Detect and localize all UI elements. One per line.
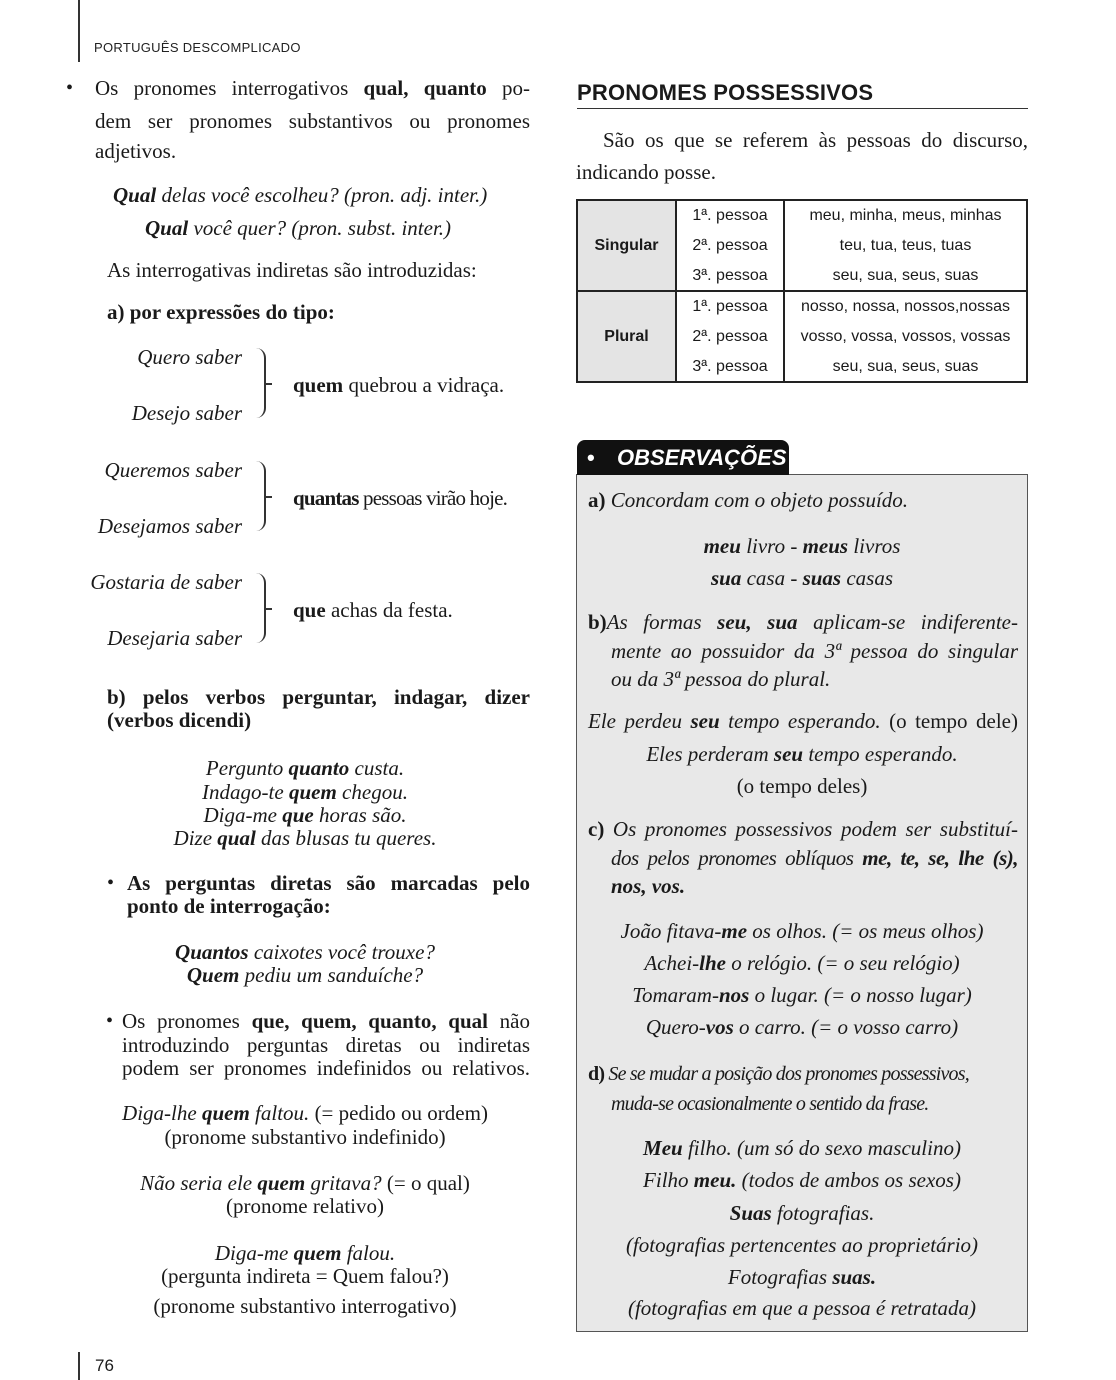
text-run: (o tempo dele) (880, 709, 1018, 733)
example-line (80, 1263, 530, 1289)
text-run: c) (588, 817, 613, 841)
forms-cell: seu, sua, seus, suas (832, 357, 979, 375)
text-run: (o tempo deles) (736, 774, 868, 798)
example-line (80, 1124, 530, 1150)
obs-line (588, 816, 1018, 842)
text-run: Desejaria saber (107, 626, 242, 650)
text-run: Os pronomes interrogativos (95, 76, 364, 100)
text-run: Dize (173, 826, 218, 850)
text-run: Quero- (645, 1015, 706, 1039)
obs-line (576, 773, 1028, 799)
obs-line (611, 873, 685, 899)
obs-line (576, 1295, 1028, 1321)
obs-line (576, 1264, 1028, 1290)
forms-cell: nosso, nossa, nossos,nossas (784, 291, 1027, 322)
text-run: (= o qual) (381, 1171, 470, 1195)
text-run: Desejo saber (131, 401, 242, 425)
person-cell: 2ª. pessoa (676, 322, 784, 352)
obs-line (576, 1167, 1028, 1193)
text-run: b) (588, 610, 607, 634)
text-run: achas da festa. (325, 598, 453, 622)
example-line (293, 372, 504, 398)
text-run: Se se mudar a posição dos pronomes possessivos, (608, 1063, 969, 1085)
text-run: Qual (113, 183, 157, 207)
text-run: qual (217, 826, 256, 850)
text-run: gritava? (305, 1171, 382, 1195)
bullet: • (107, 872, 115, 894)
obs-line (611, 845, 1018, 871)
text-run: caixotes você trouxe? (248, 940, 435, 964)
text-run: (= pedido ou ordem) (309, 1101, 488, 1125)
text-run: Ele perdeu (588, 709, 691, 733)
text-run: horas são. (313, 803, 407, 827)
text-run: chegou. (336, 780, 408, 804)
obs-line (576, 950, 1028, 976)
section-title: PRONOMES POSSESSIVOS (577, 80, 1028, 109)
obs-line (588, 708, 1018, 734)
possessive-table (576, 199, 1028, 383)
text-run: Gostaria de saber (90, 570, 242, 594)
example-line (40, 569, 242, 595)
brace (252, 461, 266, 531)
text-run: falou. (341, 1241, 396, 1265)
example-line (80, 1100, 530, 1126)
text-run: podem ser pronomes indefinidos ou relativos. (122, 1056, 530, 1080)
text-run: São os que se referem às pessoas do discurso, (603, 128, 1028, 152)
text-run: casa - (741, 566, 803, 590)
person-cell: 3ª. pessoa (676, 351, 784, 382)
table-row (577, 200, 1027, 231)
text-run: fotografias. (771, 1201, 875, 1225)
obs-line (576, 565, 1028, 591)
subheading (107, 707, 251, 733)
text-run: faltou. (249, 1101, 310, 1125)
text-run: Não seria ele (140, 1171, 258, 1195)
text-line (95, 75, 530, 101)
text-run: b) pelos verbos perguntar, indagar, dizer (107, 685, 530, 709)
text-run: Os pronomes possessivos podem ser substituí- (612, 817, 1018, 841)
text-run: (pronome relativo) (225, 1194, 385, 1218)
text-line (603, 127, 1028, 153)
text-run: Eles perderam (646, 742, 774, 766)
text-run: suas (802, 566, 842, 590)
text-run: Filho (643, 1168, 694, 1192)
example-line (40, 457, 242, 483)
forms-cell: vosso, vossa, vossos, vossas (800, 327, 1011, 345)
example-line (293, 597, 453, 623)
text-run: o relógio. (= o seu relógio) (725, 951, 960, 975)
text-run: aplicam-se indiferente- (797, 610, 1018, 634)
text-run: a) por expressões do tipo: (107, 300, 335, 324)
text-run: Concordam com o objeto possuído. (610, 488, 909, 512)
text-run: quem (293, 1241, 342, 1265)
obs-line (576, 1135, 1028, 1161)
text-run: quantas (293, 486, 359, 510)
text-run: custa. (349, 756, 405, 780)
text-run: Quem (186, 963, 240, 987)
text-line (95, 108, 530, 134)
observacoes-tab (577, 440, 789, 475)
text-run: seu (690, 709, 720, 733)
subheading (107, 299, 335, 325)
text-run: que (293, 598, 326, 622)
person-cell: 3ª. pessoa (676, 260, 784, 291)
forms-cell: seu, sua, seus, suas (832, 266, 979, 284)
footer-rule (78, 1352, 80, 1380)
brace (252, 573, 266, 643)
obs-line (576, 741, 1028, 767)
text-run: quebrou a vidraça. (343, 373, 505, 397)
text-run: João fitava- (620, 919, 722, 943)
text-run: que, quem, quanto, qual (251, 1009, 488, 1033)
brace (252, 348, 266, 418)
text-run: As interrogativas indiretas são introduzidas: (107, 258, 477, 282)
text-run: As formas (606, 610, 718, 634)
example-line (113, 182, 487, 208)
text-run: dos pelos pronomes oblíquos (611, 846, 863, 870)
text-run: tempo esperando. (719, 709, 881, 733)
text-run: (pergunta indireta = Quem falou?) (161, 1264, 449, 1288)
forms-cell: meu, minha, meus, minhas (809, 207, 1002, 225)
text-run: quem (257, 1171, 306, 1195)
text-run: casas (841, 566, 894, 590)
text-run: qual, quanto (363, 76, 487, 100)
text-run: dem ser pronomes substantivos ou pronomes (95, 109, 530, 133)
text-run: seu (773, 742, 804, 766)
text-run: (fotografias em que a pessoa é retratada) (627, 1296, 977, 1320)
text-run: que (282, 803, 314, 827)
text-run: Diga-lhe (122, 1101, 202, 1125)
obs-line (588, 609, 1018, 635)
obs-line (576, 1014, 1028, 1040)
bullet: • (66, 77, 74, 99)
obs-line (576, 533, 1028, 559)
example-line (40, 513, 242, 539)
example-line (80, 755, 530, 781)
header-rule (78, 0, 80, 62)
text-run: lhe (699, 951, 726, 975)
person-cell: 2ª. pessoa (676, 231, 784, 261)
text-run: adjetivos. (95, 139, 177, 163)
text-run: Fotografias (727, 1265, 833, 1289)
example-line (293, 485, 507, 511)
text-run: Os pronomes (122, 1009, 252, 1033)
text-run: indicando posse. (576, 160, 716, 184)
text-run: você quer? (pron. subst. inter.) (188, 216, 452, 240)
person-cell: 1ª. pessoa (676, 200, 784, 231)
text-run: sua (710, 566, 742, 590)
text-run: quem (293, 373, 344, 397)
person-cell: 1ª. pessoa (676, 291, 784, 322)
text-run: meu. (693, 1168, 737, 1192)
obs-line (611, 1091, 928, 1117)
text-run: introduzindo perguntas diretas ou indiretas (122, 1033, 530, 1057)
text-run: quanto (288, 756, 350, 780)
obs-line (588, 487, 908, 513)
text-run: d) (588, 1063, 609, 1085)
text-run: Achei- (644, 951, 700, 975)
example-line (80, 1293, 530, 1319)
text-line (95, 138, 176, 164)
text-run: suas. (832, 1265, 877, 1289)
text-run: (fotografias pertencentes ao proprietário) (625, 1233, 979, 1257)
text-run: Diga-me (203, 803, 283, 827)
text-run: pediu um sanduíche? (239, 963, 424, 987)
text-run: o carro. (= o vosso carro) (733, 1015, 959, 1039)
text-run: Queremos saber (104, 458, 242, 482)
text-run: Quero saber (137, 345, 242, 369)
text-run: Tomaram- (632, 983, 719, 1007)
example-line (80, 1193, 530, 1219)
text-run: ponto de interrogação: (127, 894, 331, 918)
text-run: mente ao possuidor da 3ª pessoa do singular (611, 639, 1018, 663)
text-run: os olhos. (= os meus olhos) (747, 919, 984, 943)
obs-line (611, 638, 1018, 664)
text-run: seu, sua (717, 610, 798, 634)
text-run: tempo esperando. (803, 742, 958, 766)
obs-line (611, 666, 830, 692)
text-run: As perguntas diretas são marcadas pelo (127, 871, 530, 895)
text-run: Pergunto (205, 756, 289, 780)
example-line (80, 825, 530, 851)
text-run: nos, vos. (611, 874, 686, 898)
text-run: livros (848, 534, 901, 558)
obs-line (576, 918, 1028, 944)
text-line (107, 257, 477, 283)
text-run: pessoas virão hoje. (358, 486, 508, 510)
text-run: a) (588, 488, 611, 512)
example-line (145, 215, 451, 241)
running-title: PORTUGUÊS DESCOMPLICADO (94, 40, 301, 55)
bullet: • (106, 1010, 114, 1032)
text-run: me, te, se, lhe (s), (862, 846, 1018, 870)
text-line (576, 159, 716, 185)
text-run: das blusas tu queres. (255, 826, 437, 850)
text-run: po- (486, 76, 530, 100)
text-run: vos (705, 1015, 734, 1039)
example-line (40, 344, 242, 370)
text-run: Desejamos saber (97, 514, 242, 538)
text-run: Meu (643, 1136, 683, 1160)
text-run: não (487, 1009, 531, 1033)
text-run: quem (201, 1101, 250, 1125)
text-run: ou da 3ª pessoa do plural. (611, 667, 831, 691)
text-run: filho. (um só do sexo masculino) (682, 1136, 961, 1160)
page-number: 76 (95, 1356, 114, 1375)
text-run: Quantos (175, 940, 249, 964)
text-run: Qual (145, 216, 189, 240)
text-line (122, 1008, 530, 1034)
obs-line (588, 1061, 969, 1087)
text-run: (pronome substantivo indefinido) (164, 1125, 446, 1149)
text-run: Indago-te (202, 780, 289, 804)
bullet: • (587, 445, 595, 470)
text-run: meus (802, 534, 849, 558)
text-run: livro - (740, 534, 803, 558)
obs-line (576, 982, 1028, 1008)
text-run: (pronome substantivo interrogativo) (153, 1294, 457, 1318)
text-run: nos (718, 983, 750, 1007)
text-run: delas você escolheu? (pron. adj. inter.) (156, 183, 488, 207)
text-run: (todos de ambos os sexos) (736, 1168, 961, 1192)
obs-line (576, 1232, 1028, 1258)
text-line (122, 1055, 530, 1081)
text-run: Diga-me (214, 1241, 294, 1265)
table-row (577, 291, 1027, 322)
text-run: o lugar. (= o nosso lugar) (749, 983, 972, 1007)
group-label: Plural (577, 291, 676, 382)
forms-cell: teu, tua, teus, tuas (839, 236, 972, 254)
text-run: meu (703, 534, 741, 558)
group-label: Singular (577, 200, 676, 291)
text-run: quem (288, 780, 337, 804)
observacoes-title: OBSERVAÇÕES (617, 445, 787, 470)
example-line (40, 400, 242, 426)
text-run: me (721, 919, 748, 943)
obs-line (576, 1200, 1028, 1226)
text-run: muda-se ocasionalmente o sentido da frase. (611, 1093, 929, 1115)
example-line (40, 625, 242, 651)
text-run: (verbos dicendi) (107, 708, 252, 732)
text-line (127, 893, 331, 919)
example-line (80, 962, 530, 988)
text-run: Suas (729, 1201, 772, 1225)
